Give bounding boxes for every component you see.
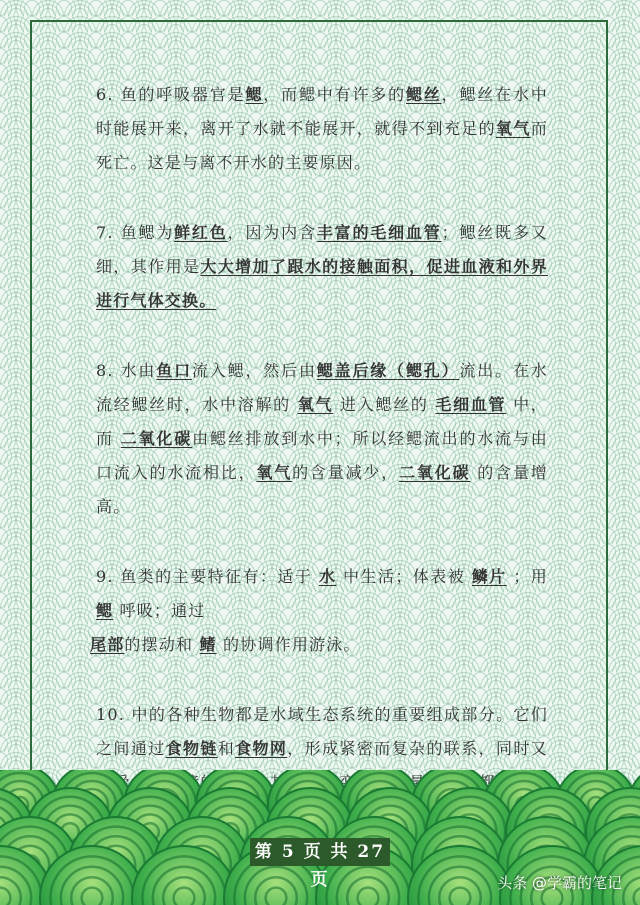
- answer: 鳃盖后缘（鳃孔）: [316, 361, 460, 380]
- answer: 鲜红色: [174, 223, 228, 242]
- text: ，因为内含: [227, 223, 317, 242]
- answer: 食物链: [165, 739, 218, 758]
- answer: 食物网: [235, 739, 288, 758]
- text: 中，而: [96, 395, 548, 448]
- answer: 丰富的毛细血管: [316, 223, 442, 242]
- text: 的协调作用游泳。: [223, 635, 361, 654]
- answer: 毛细血管: [435, 395, 507, 414]
- answer: 鱼口: [156, 361, 192, 380]
- text: 进入鳃丝的: [339, 395, 429, 414]
- text: 的摆动和: [124, 635, 194, 654]
- text: 的含量减少，: [292, 463, 400, 482]
- text: 6. 鱼的呼吸器官是: [96, 85, 246, 104]
- paragraph-8: [96, 354, 548, 524]
- document-body: [90, 78, 549, 870]
- answer: 鳃: [96, 601, 114, 620]
- text: 8. 水由: [96, 361, 157, 380]
- text: ，而鳃中有许多的: [263, 85, 406, 104]
- answer: 二氧化碳: [399, 463, 471, 482]
- paragraph-6: [96, 78, 548, 180]
- text: 而死亡。这是与离不开水的主要原因。: [96, 119, 548, 172]
- watermark: 头条 @学霸的笔记: [497, 874, 622, 892]
- text: ，形成紧密而复杂的联系，同时又 域环境的影响 长都会: [148, 739, 548, 792]
- answer: 氧气: [297, 395, 334, 414]
- text: ；用: [513, 567, 548, 586]
- answer: 尾部: [90, 635, 125, 654]
- text: 流入鳃，然后由: [191, 361, 317, 380]
- text: 由鳃丝排放到水中；所以经鳃流出的水流与由口流入的水流相比，: [96, 429, 548, 482]
- text: 呼吸；通过: [119, 601, 206, 620]
- answer: 鳍: [199, 635, 217, 654]
- text: 的含量增高。: [96, 463, 548, 516]
- answer: 二氧化碳: [120, 429, 193, 448]
- answer: 大大增加了跟水的接触面积，促进血液和外界进行气体交换。: [96, 257, 548, 310]
- text: 9. 鱼类的主要特征有：适于: [96, 567, 313, 586]
- answer: 水: [318, 567, 337, 586]
- page-number-badge: 第 5 页 共 27 页: [250, 838, 390, 866]
- text: 流出。在水流经鳃丝时，水中溶解的: [96, 361, 548, 414]
- answer: 鳃: [245, 85, 264, 104]
- answer: 鳃丝: [405, 85, 442, 104]
- paragraph-9: [90, 560, 548, 662]
- text: 中生活；体表被: [342, 567, 466, 586]
- paragraph-7: [96, 216, 548, 318]
- text: 7. 鱼鳃为: [96, 223, 175, 242]
- text: 10. 中的各种生物都是水域生态系统的重要组成部分。它们之间通过: [96, 705, 548, 758]
- answer: 鳞片: [471, 567, 507, 586]
- answer: 氧气: [496, 119, 531, 138]
- text: ；鳃丝既多又细，其作用是: [96, 223, 548, 276]
- text: 和: [217, 739, 236, 758]
- answer: 氧气: [256, 463, 293, 482]
- text: ，鳃丝在水中时能展开来，离开了水就不能展开，就得不到充足的: [96, 85, 549, 138]
